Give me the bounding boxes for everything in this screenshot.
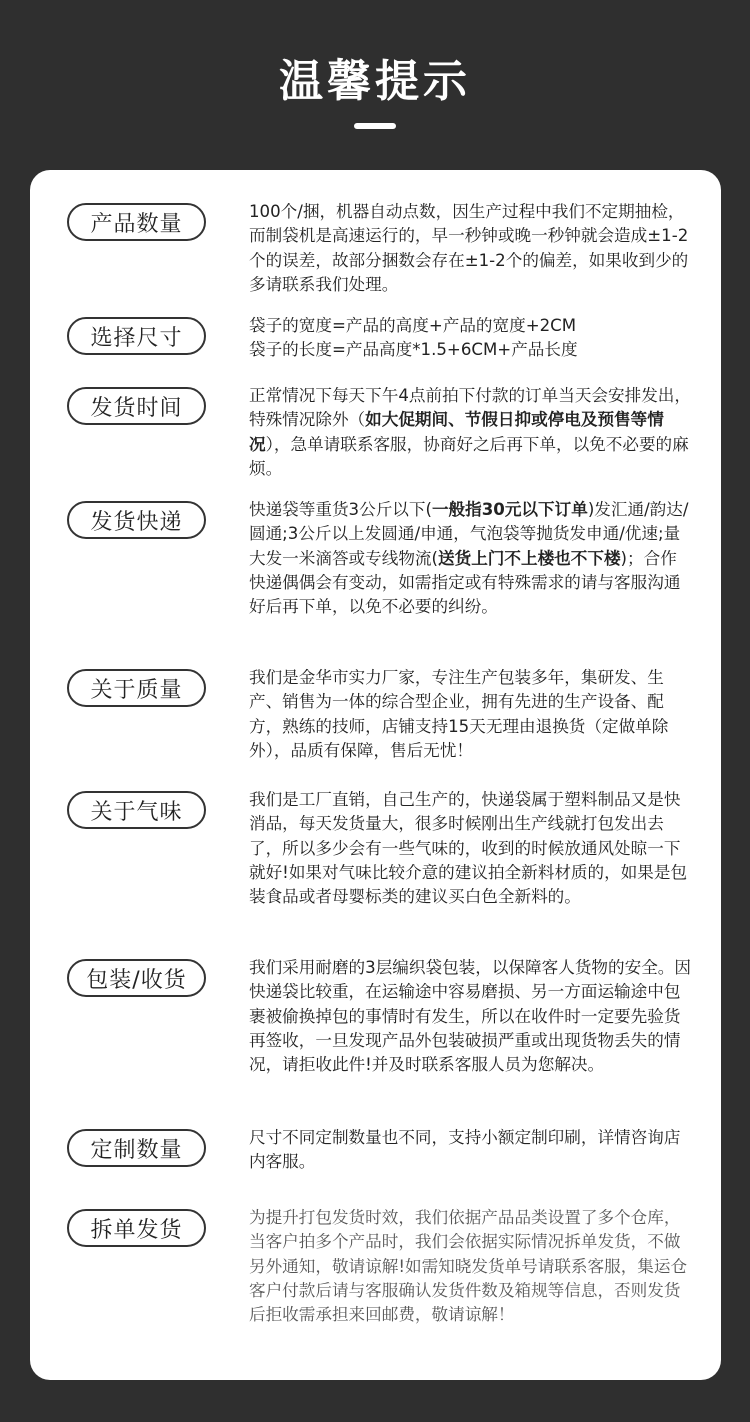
- tag-label: 选择尺寸: [67, 317, 206, 355]
- section-text: [249, 314, 691, 363]
- tag-label: 发货时间: [67, 387, 206, 425]
- section-text: 我们采用耐磨的3层编织袋包装，以保障客人货物的安全。因快递袋比较重，在运输途中容易磨损、另一方面运输途中包裹被偷换掉包的事情时有发生，所以在收件时一定要先验货再签收，一旦发现产品外包装破损严重或出现货物丢失的情况，请拒收此件!并及时联系客服人员为您解决。: [249, 958, 691, 1075]
- section-text: [249, 384, 691, 481]
- header: [0, 0, 750, 170]
- tag-label: 包装/收货: [67, 959, 206, 997]
- text-bold: 一般指30元以下订单: [431, 500, 588, 519]
- text-part: )发汇通/韵达/圆通;3公斤以上发圆通/申通，气泡袋等抛货发申通/优速;量大发一米滴答或专线物流(: [249, 500, 689, 568]
- page-title: 温馨提示: [279, 56, 471, 107]
- text-bold: 如大促期间、节假日抑或停电及预售等情况: [249, 410, 664, 454]
- section-text: 我们是工厂直销，自己生产的，快递袋属于塑料制品又是快消品，每天发货量大，很多时候刚出生产线就打包发出去了，所以多少会有一些气味的，收到的时候放通风处晾一下就好!如果对气味比较介意的建议拍全新料材质的，如果是包装食品或者母婴标类的建议买白色全新料的。: [249, 790, 688, 907]
- text-part: )；合作快递偶偶会有变动，如需指定或有特殊需求的请与客服沟通好后再下单，以免不必要的纠纷。: [249, 548, 681, 617]
- tag-label: 关于气味: [67, 791, 206, 829]
- size-line-length: 袋子的长度=产品高度*1.5+6CM+产品长度: [249, 340, 578, 360]
- section-text: 100个/捆，机器自动点数，因生产过程中我们不定期抽检，而制袋机是高速运行的，早一秒钟或晚一秒钟就会造成±1-2个的误差，故部分捆数会存在±1-2个的偏差，如果收到少的多请联系我们处理。: [249, 202, 689, 294]
- tag-label: 发货快递: [67, 501, 206, 539]
- text-part: ），急单请联系客服，协商好之后再下单，以免不必要的麻烦。: [249, 434, 689, 478]
- tag-label: 拆单发货: [67, 1209, 206, 1247]
- text-bold: 送货上门不上楼也不下楼: [438, 548, 621, 568]
- section-text: 为提升打包发货时效，我们依据产品品类设置了多个仓库，当客户拍多个产品时，我们会依据实际情况拆单发货，不做另外通知，敬请谅解!如需知晓发货单号请联系客服，集运仓客户付款后请与客服确认发货件数及箱规等信息，否则发货后拒收需承担来回邮费，敬请谅解！: [249, 1208, 688, 1325]
- notice-card: [30, 170, 721, 1380]
- text-part: 快递袋等重货3公斤以下(: [249, 500, 432, 519]
- text-part: 正常情况下每天下午4点前拍下付款的订单当天会安排发出，特殊情况除外（: [249, 386, 691, 430]
- size-line-width: 袋子的宽度=产品的高度+产品的宽度+2CM: [249, 316, 577, 335]
- section-text: 我们是金华市实力厂家，专注生产包装多年，集研发、生产、销售为一体的综合型企业，拥有先进的生产设备、配方，熟练的技师，店铺支持15天无理由退换货（定做单除外），品质有保障，售后无忧！: [249, 668, 669, 760]
- tag-label: 产品数量: [67, 203, 206, 241]
- section-text: [249, 498, 691, 619]
- tag-label: 定制数量: [67, 1129, 206, 1167]
- section-text: 尺寸不同定制数量也不同，支持小额定制印刷，详情咨询店内客服。: [249, 1128, 681, 1172]
- title-underline: [354, 123, 396, 129]
- tag-label: 关于质量: [67, 669, 206, 707]
